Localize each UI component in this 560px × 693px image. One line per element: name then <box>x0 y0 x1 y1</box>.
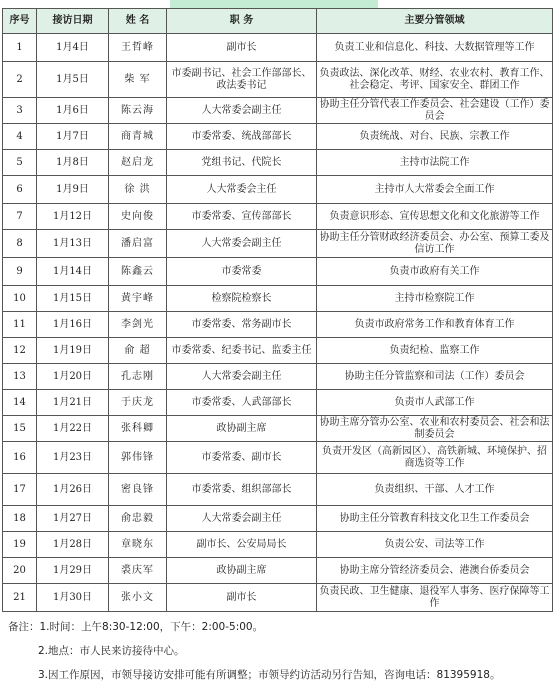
table-row <box>3 98 553 124</box>
table-row <box>3 442 553 474</box>
row-date: 1月16日 <box>37 312 109 338</box>
row-index: 10 <box>3 286 37 312</box>
row-date: 1月5日 <box>37 62 109 98</box>
row-responsibility: 主持市人大常委会全面工作 <box>317 176 553 204</box>
row-index: 20 <box>3 558 37 584</box>
row-position: 市委常委 <box>167 258 317 286</box>
row-responsibility: 负责纪检、监察工作 <box>317 338 553 364</box>
table-row <box>3 286 553 312</box>
row-index: 12 <box>3 338 37 364</box>
note-line-3: 3.因工作原因，市领导接访安排可能有所调整；市领导约访活动另行告知，咨询电话：81395918。 <box>38 669 501 681</box>
table-row <box>3 558 553 584</box>
notes-section <box>8 620 553 692</box>
table-row <box>3 312 553 338</box>
row-date: 1月30日 <box>37 584 109 612</box>
row-date: 1月28日 <box>37 532 109 558</box>
row-name: 王哲峰 <box>109 34 167 62</box>
row-date: 1月27日 <box>37 506 109 532</box>
row-responsibility: 主持市检察院工作 <box>317 286 553 312</box>
row-date: 1月19日 <box>37 338 109 364</box>
table-row <box>3 390 553 416</box>
row-responsibility: 协助主席分管办公室、农业和农村委员会、社会和法制委员会 <box>317 416 553 442</box>
row-position: 市委常委、纪委书记、监委主任 <box>167 338 317 364</box>
reception-schedule-table <box>2 8 553 612</box>
table-row <box>3 124 553 150</box>
row-index: 3 <box>3 98 37 124</box>
row-index: 13 <box>3 364 37 390</box>
row-name: 郭伟锋 <box>109 442 167 474</box>
row-position: 市委常委、统战部部长 <box>167 124 317 150</box>
row-date: 1月9日 <box>37 176 109 204</box>
row-position: 检察院检察长 <box>167 286 317 312</box>
row-index: 17 <box>3 474 37 506</box>
row-date: 1月4日 <box>37 34 109 62</box>
row-name: 密良锋 <box>109 474 167 506</box>
row-responsibility: 负责意识形态、宣传思想文化和文化旅游等工作 <box>317 204 553 230</box>
row-name: 孔志刚 <box>109 364 167 390</box>
table-row <box>3 230 553 258</box>
row-date: 1月22日 <box>37 416 109 442</box>
row-position: 市委常委、宣传部部长 <box>167 204 317 230</box>
row-responsibility: 负责市人武部工作 <box>317 390 553 416</box>
table-row <box>3 176 553 204</box>
header-position: 职 务 <box>167 9 317 34</box>
table-row <box>3 150 553 176</box>
row-name: 陈云海 <box>109 98 167 124</box>
row-responsibility: 负责工业和信息化、科技、大数据管理等工作 <box>317 34 553 62</box>
row-index: 18 <box>3 506 37 532</box>
table-row <box>3 364 553 390</box>
row-date: 1月6日 <box>37 98 109 124</box>
row-responsibility: 协助主任分管财政经济委员会、办公室、预算工委及信访工作 <box>317 230 553 258</box>
table-row <box>3 532 553 558</box>
row-date: 1月29日 <box>37 558 109 584</box>
table-row <box>3 506 553 532</box>
row-responsibility: 负责公安、司法等工作 <box>317 532 553 558</box>
row-responsibility: 负责市政府有关工作 <box>317 258 553 286</box>
row-index: 2 <box>3 62 37 98</box>
table-row <box>3 204 553 230</box>
row-name: 于庆龙 <box>109 390 167 416</box>
row-name: 柴 军 <box>109 62 167 98</box>
row-position: 人大常委会副主任 <box>167 364 317 390</box>
header-name: 姓 名 <box>109 9 167 34</box>
row-name: 裘庆军 <box>109 558 167 584</box>
table-row <box>3 474 553 506</box>
row-name: 章晓东 <box>109 532 167 558</box>
table-row <box>3 338 553 364</box>
row-index: 7 <box>3 204 37 230</box>
row-name: 张小文 <box>109 584 167 612</box>
row-name: 陈鑫云 <box>109 258 167 286</box>
row-name: 俞 超 <box>109 338 167 364</box>
row-responsibility: 负责政法、深化改革、财经、农业农村、教育工作、社会稳定、考评、国家安全、群团工作 <box>317 62 553 98</box>
row-responsibility: 负责民政、卫生健康、退役军人事务、医疗保障等工作 <box>317 584 553 612</box>
row-responsibility: 负责市政府常务工作和教育体育工作 <box>317 312 553 338</box>
row-position: 人大常委会主任 <box>167 176 317 204</box>
row-index: 1 <box>3 34 37 62</box>
row-position: 副市长 <box>167 34 317 62</box>
row-date: 1月23日 <box>37 442 109 474</box>
table-row <box>3 62 553 98</box>
row-index: 14 <box>3 390 37 416</box>
row-name: 徐 洪 <box>109 176 167 204</box>
row-position: 市委常委、常务副市长 <box>167 312 317 338</box>
row-date: 1月12日 <box>37 204 109 230</box>
row-responsibility: 协助主任分管监察和司法（工作）委员会 <box>317 364 553 390</box>
row-name: 张科卿 <box>109 416 167 442</box>
title-banner-fragment <box>170 0 378 8</box>
row-index: 5 <box>3 150 37 176</box>
row-index: 6 <box>3 176 37 204</box>
row-position: 人大常委会副主任 <box>167 98 317 124</box>
note-line-2: 2.地点：市人民来访接待中心。 <box>38 645 185 657</box>
row-date: 1月13日 <box>37 230 109 258</box>
row-name: 俞忠毅 <box>109 506 167 532</box>
row-position: 副市长、公安局局长 <box>167 532 317 558</box>
row-date: 1月14日 <box>37 258 109 286</box>
row-date: 1月20日 <box>37 364 109 390</box>
row-position: 党组书记、代院长 <box>167 150 317 176</box>
row-index: 11 <box>3 312 37 338</box>
row-responsibility: 主持市法院工作 <box>317 150 553 176</box>
row-index: 21 <box>3 584 37 612</box>
table-row <box>3 34 553 62</box>
row-position: 人大常委会副主任 <box>167 230 317 258</box>
row-responsibility: 协助主任分管教育科技文化卫生工作委员会 <box>317 506 553 532</box>
row-name: 黄宇峰 <box>109 286 167 312</box>
row-position: 市委常委、组织部部长 <box>167 474 317 506</box>
row-responsibility: 协助主席分管经济委员会、港澳台侨委员会 <box>317 558 553 584</box>
row-index: 4 <box>3 124 37 150</box>
row-position: 人大常委会副主任 <box>167 506 317 532</box>
row-index: 15 <box>3 416 37 442</box>
row-name: 李剑光 <box>109 312 167 338</box>
row-date: 1月8日 <box>37 150 109 176</box>
row-position: 政协副主席 <box>167 416 317 442</box>
row-name: 潘启富 <box>109 230 167 258</box>
table-header-row <box>3 9 553 34</box>
row-name: 史向俊 <box>109 204 167 230</box>
row-date: 1月26日 <box>37 474 109 506</box>
row-index: 19 <box>3 532 37 558</box>
row-position: 市委常委、副市长 <box>167 442 317 474</box>
row-position: 政协副主席 <box>167 558 317 584</box>
table-row <box>3 584 553 612</box>
row-position: 市委副书记、社会工作部部长、政法委书记 <box>167 62 317 98</box>
row-index: 9 <box>3 258 37 286</box>
row-index: 16 <box>3 442 37 474</box>
header-index: 序号 <box>3 9 37 34</box>
row-position: 市委常委、人武部部长 <box>167 390 317 416</box>
row-position: 副市长 <box>167 584 317 612</box>
header-date: 接访日期 <box>37 9 109 34</box>
row-responsibility: 负责开发区（高新园区）、高铁新城、环境保护、招商选资等工作 <box>317 442 553 474</box>
row-index: 8 <box>3 230 37 258</box>
row-date: 1月15日 <box>37 286 109 312</box>
row-name: 赵启龙 <box>109 150 167 176</box>
row-responsibility: 协助主任分管代表工作委员会、社会建设（工作）委员会 <box>317 98 553 124</box>
table-row <box>3 258 553 286</box>
header-responsibility: 主要分管领域 <box>317 9 553 34</box>
row-name: 商青城 <box>109 124 167 150</box>
row-date: 1月21日 <box>37 390 109 416</box>
table-row <box>3 416 553 442</box>
row-date: 1月7日 <box>37 124 109 150</box>
row-responsibility: 负责统战、对台、民族、宗教工作 <box>317 124 553 150</box>
note-line-1: 备注：1.时间：上午8:30-12:00，下午：2:00-5:00。 <box>8 621 264 633</box>
row-responsibility: 负责组织、干部、人才工作 <box>317 474 553 506</box>
